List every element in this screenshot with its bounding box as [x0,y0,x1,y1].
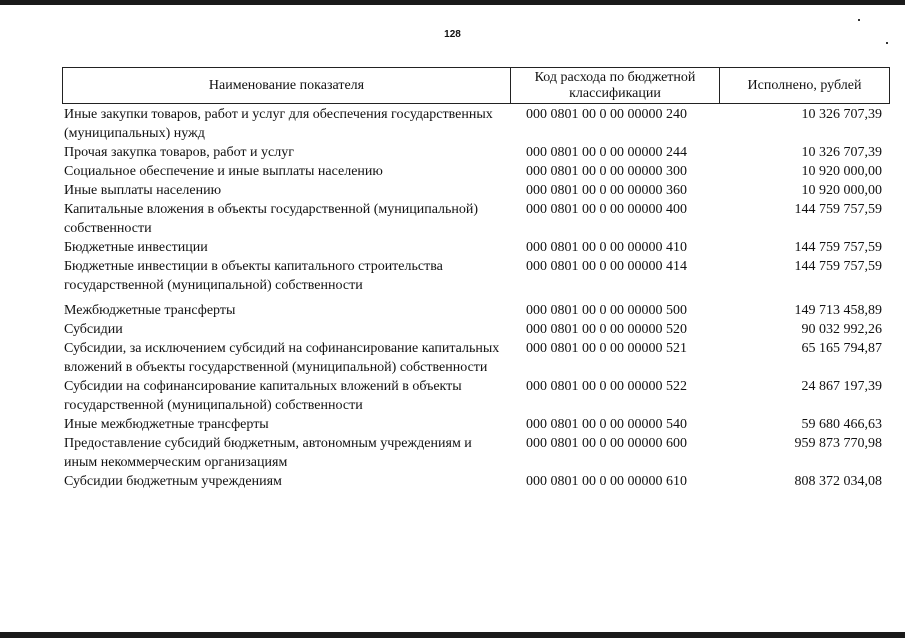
page-number: 128 [444,29,461,40]
indicator-name: Иные межбюджетные трансферты [64,417,269,432]
executed-amount: 10 326 707,39 [801,107,882,122]
executed-amount: 24 867 197,39 [801,379,882,394]
expense-code: 000 0801 00 0 00 00000 244 [526,145,687,160]
expense-code: 000 0801 00 0 00 00000 540 [526,417,687,432]
executed-amount: 808 372 034,08 [794,474,882,489]
header-expense-code: Код расхода по бюджетной классификации [511,68,720,103]
indicator-name: Субсидии, за исключением субсидий на софинансирование капитальных вложений в объекты государственной (муниципальной) собственности [64,341,500,375]
table-row [62,339,890,377]
expense-code: 000 0801 00 0 00 00000 414 [526,259,687,274]
indicator-name: Иные закупки товаров, работ и услуг для обеспечения государственных (муниципальных) нужд [64,107,493,141]
indicator-name: Субсидии на софинансирование капитальных вложений в объекты государственной (муниципальной) собственности [64,379,462,413]
executed-amount: 144 759 757,59 [794,259,882,274]
expense-code: 000 0801 00 0 00 00000 500 [526,303,687,318]
scan-speck [858,19,860,21]
bottom-border-rule [0,632,905,638]
indicator-name: Прочая закупка товаров, работ и услуг [64,145,294,160]
table-row [62,200,890,238]
executed-amount: 959 873 770,98 [794,436,882,451]
indicator-name: Предоставление субсидий бюджетным, автономным учреждениям и иным некоммерческим организациям [64,436,472,470]
table-row [62,301,890,320]
expense-code: 000 0801 00 0 00 00000 240 [526,107,687,122]
expense-code: 000 0801 00 0 00 00000 520 [526,322,687,337]
executed-amount: 10 326 707,39 [801,145,882,160]
expense-code: 000 0801 00 0 00 00000 610 [526,474,687,489]
table-body [62,105,890,491]
table-row [62,257,890,295]
table-row [62,415,890,434]
executed-amount: 10 920 000,00 [801,164,882,179]
indicator-name: Субсидии [64,322,123,337]
indicator-name: Иные выплаты населению [64,183,222,198]
executed-amount: 144 759 757,59 [794,202,882,217]
executed-amount: 90 032 992,26 [801,322,882,337]
expense-code: 000 0801 00 0 00 00000 360 [526,183,687,198]
table-row [62,238,890,257]
table-row [62,105,890,143]
table-row [62,377,890,415]
indicator-name: Бюджетные инвестиции [64,240,208,255]
table-row [62,320,890,339]
table-row [62,472,890,491]
expense-code: 000 0801 00 0 00 00000 410 [526,240,687,255]
table-row [62,143,890,162]
indicator-name: Бюджетные инвестиции в объекты капитального строительства государственной (муниципальной) собственности [64,259,443,293]
executed-amount: 10 920 000,00 [801,183,882,198]
header-executed: Исполнено, рублей [747,77,862,93]
executed-amount: 65 165 794,87 [801,341,882,356]
executed-amount: 144 759 757,59 [794,240,882,255]
indicator-name: Социальное обеспечение и иные выплаты населению [64,164,383,179]
indicator-name: Субсидии бюджетным учреждениям [64,474,282,489]
executed-amount: 59 680 466,63 [801,417,882,432]
expense-code: 000 0801 00 0 00 00000 522 [526,379,687,394]
table-row [62,181,890,200]
expense-code: 000 0801 00 0 00 00000 600 [526,436,687,451]
table-row [62,434,890,472]
table-row [62,162,890,181]
scan-speck [886,42,888,44]
expense-code: 000 0801 00 0 00 00000 300 [526,164,687,179]
indicator-name: Капитальные вложения в объекты государственной (муниципальной) собственности [64,202,479,236]
expense-code: 000 0801 00 0 00 00000 400 [526,202,687,217]
header-indicator-name: Наименование показателя [63,68,511,103]
top-border-rule [0,0,905,5]
table-header [62,67,890,104]
indicator-name: Межбюджетные трансферты [64,303,236,318]
executed-amount: 149 713 458,89 [794,303,882,318]
expense-code: 000 0801 00 0 00 00000 521 [526,341,687,356]
